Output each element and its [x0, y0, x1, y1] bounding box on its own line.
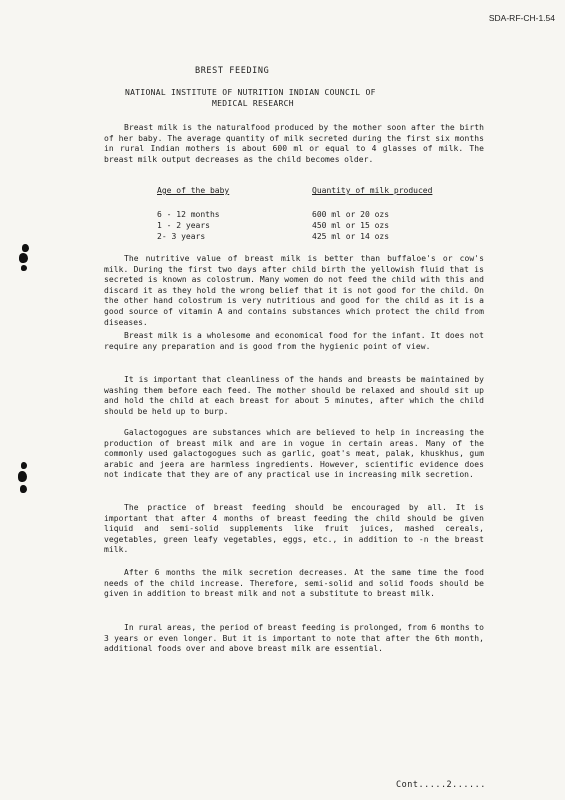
table-row	[157, 232, 457, 243]
table-row	[157, 210, 457, 221]
paragraph-rural-areas: In rural areas, the period of breast feeding is prolonged, from 6 months to 3 years or even longer. But it is important to note that after the 6th month, additional foods over and above breast milk are essential.	[104, 623, 484, 654]
table-header-quantity: Quantity of milk produced	[312, 186, 433, 195]
table-cell-age: 1 - 2 years	[157, 221, 210, 230]
paragraph-galactogogues: Galactogogues are substances which are believed to help in increasing the production of breast milk and are in vogue in certain areas. Many of the commonly used galactogogues such as garlic, goat's meat, palak, khuskhus, gum arabic and jeera are harmless ingredients. However, scientific evidence does not indicate that they are of any practical use in increasing milk secretion.	[104, 428, 484, 480]
document-id: SDA-RF-CH-1.54	[488, 13, 555, 23]
table-header-age: Age of the baby	[157, 186, 230, 195]
table-cell-quantity: 600 ml or 20 ozs	[312, 210, 390, 219]
document-title: BREST FEEDING	[195, 66, 270, 76]
table-cell-quantity: 425 ml or 14 ozs	[312, 232, 390, 241]
paragraph-colostrum: The nutritive value of breast milk is better than buffaloe's or cow's milk. During the first two days after child birth the yellowish fluid that is secreted is known as colostrum. Many women do not feed the child with this and discard it as they hold the wrong belief that it is not good for the child. On the other hand colostrum is very nutritious and good for the child as it is a good source of vitamin A and contains substances which protect the child from diseases.	[104, 254, 484, 327]
institute-line-1: NATIONAL INSTITUTE OF NUTRITION INDIAN COUNCIL OF	[125, 88, 376, 97]
table-row	[157, 221, 457, 232]
table-cell-age: 2- 3 years	[157, 232, 206, 241]
paragraph-wholesome: Breast milk is a wholesome and economical food for the infant. It does not require any preparation and is good from the hygienic point of view.	[104, 331, 484, 351]
paragraph-supplements: The practice of breast feeding should be encouraged by all. It is important that after 4 months of breast feeding the child should be given liquid and semi-solid supplements like fruit juices, mashed cereals, vegetables, green leafy vegetables, eggs, etc., in addition to -n the breast milk.	[104, 503, 484, 555]
table-cell-quantity: 450 ml or 15 ozs	[312, 221, 390, 230]
institute-heading	[125, 87, 425, 109]
milk-quantity-table	[157, 186, 457, 243]
institute-line-2: MEDICAL RESEARCH	[212, 99, 294, 108]
paragraph-intro: Breast milk is the naturalfood produced by the mother soon after the birth of her baby. The average quantity of milk secreted during the first six months in rural Indian mothers is about 600 ml or equal to 4 glasses of milk. The breast milk output decreases as the child becomes older.	[104, 123, 484, 164]
table-header-row	[157, 186, 457, 197]
paragraph-six-months: After 6 months the milk secretion decreases. At the same time the food needs of the child increase. Therefore, semi-solid and solid foods should be given in addition to breast milk and not a substitute to breast milk.	[104, 568, 484, 599]
paragraph-cleanliness: It is important that cleanliness of the hands and breasts be maintained by washing them before each feed. The mother should be relaxed and should sit up and hold the child at each breast for about 5 minutes, after which the child should be held up to burp.	[104, 375, 484, 416]
table-cell-age: 6 - 12 months	[157, 210, 220, 219]
continuation-note: Cont.....2......	[396, 780, 486, 790]
